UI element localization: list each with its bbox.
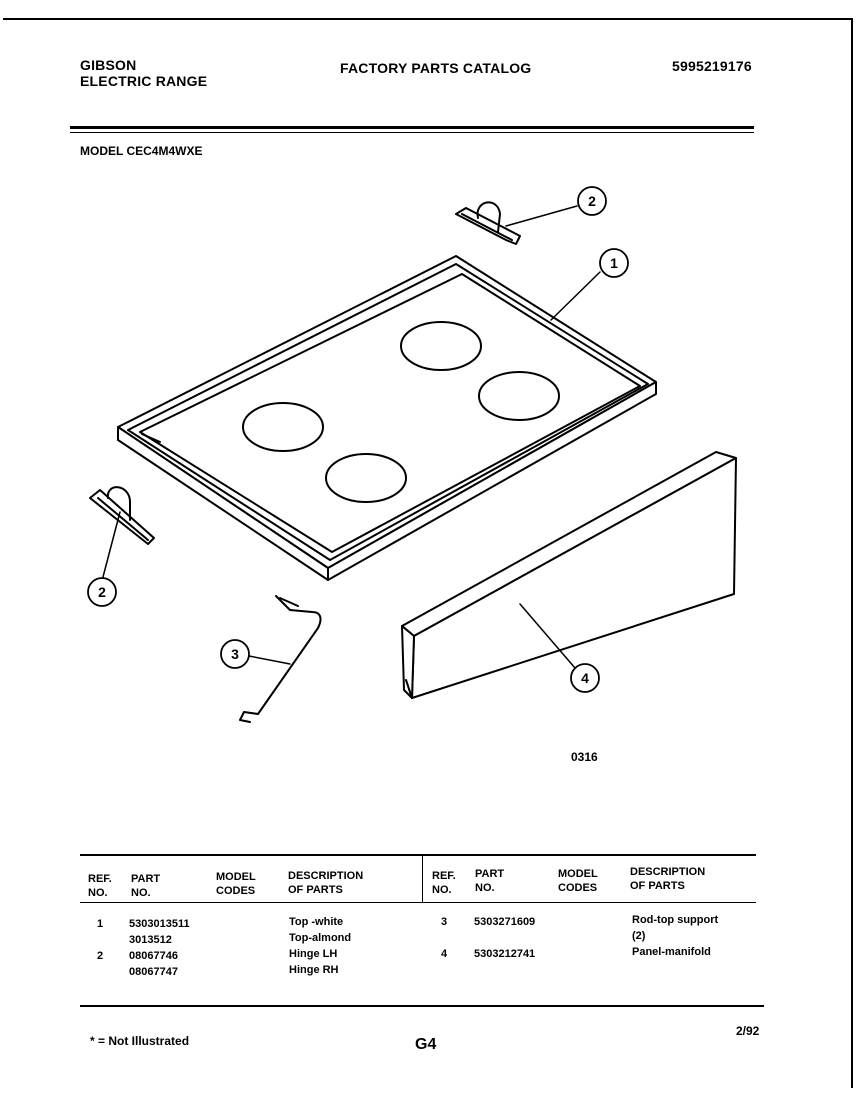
left-desc-column: Top -white Top-almond Hinge LH Hinge RH xyxy=(289,916,352,976)
callout-label-2-top: 2 xyxy=(588,193,596,209)
right-part-column: 5303271609 5303212741 xyxy=(474,916,536,960)
right-ref-column: 3 4 xyxy=(441,916,448,960)
header-ref-left: REF. NO. xyxy=(88,873,112,899)
left-ref-column: 1 2 xyxy=(97,918,104,962)
table-top-rule xyxy=(80,854,756,856)
header-desc-left: DESCRIPTION OF PARTS xyxy=(288,870,364,896)
callout-label-4: 4 xyxy=(581,670,589,686)
product-type: ELECTRIC RANGE xyxy=(80,73,208,89)
table-column-divider xyxy=(422,856,423,902)
catalog-number: 5995219176 xyxy=(672,58,752,74)
illustration-code: 0316 xyxy=(571,750,598,764)
brand-name: GIBSON xyxy=(80,57,137,73)
model-label: MODEL CEC4M4WXE xyxy=(80,144,203,158)
not-illustrated-note: * = Not Illustrated xyxy=(90,1034,190,1048)
catalog-date: 2/92 xyxy=(736,1024,760,1038)
table-bottom-rule xyxy=(80,1005,764,1007)
header-model-left: MODEL CODES xyxy=(216,871,256,897)
callout-label-1: 1 xyxy=(610,255,618,271)
right-desc-column: Rod-top support (2) Panel-manifold xyxy=(632,914,719,958)
header-desc-right: DESCRIPTION OF PARTS xyxy=(630,866,706,892)
catalog-title: FACTORY PARTS CATALOG xyxy=(340,60,532,76)
header-part-left: PART NO. xyxy=(131,873,161,899)
callout-label-2-left: 2 xyxy=(98,584,106,600)
header-part-right: PART NO. xyxy=(475,868,505,894)
header-model-right: MODEL CODES xyxy=(558,868,598,894)
hinge-lower-part xyxy=(90,487,154,544)
header-ref-right: REF. NO. xyxy=(432,870,456,896)
rod-support-part xyxy=(240,596,320,722)
left-part-column: 5303013511 3013512 08067746 08067747 xyxy=(129,918,190,978)
hinge-upper-part xyxy=(456,202,520,244)
callout-label-3: 3 xyxy=(231,646,239,662)
page-code: G4 xyxy=(415,1036,437,1053)
table-header-rule xyxy=(80,902,756,903)
